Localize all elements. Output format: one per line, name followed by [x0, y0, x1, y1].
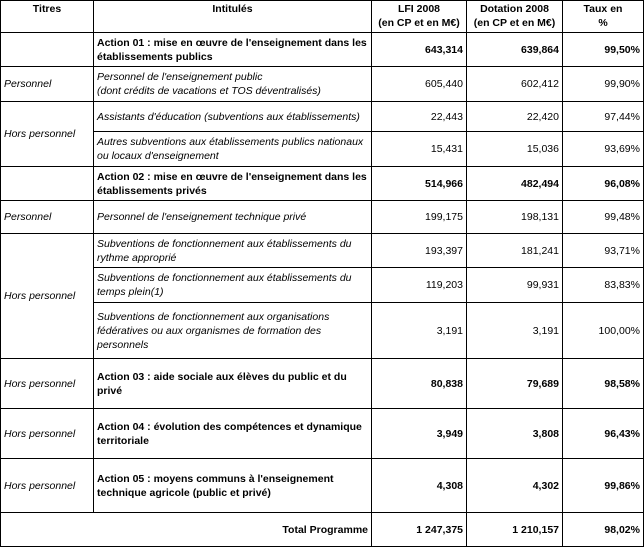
header-titres: Titres — [1, 1, 94, 33]
table-row — [1, 33, 644, 67]
table-row — [1, 102, 644, 132]
titre-cell: Personnel — [1, 201, 94, 234]
table-row — [1, 459, 644, 513]
table-row — [1, 132, 644, 167]
lfi-cell: 3,191 — [372, 303, 467, 359]
table-row — [1, 268, 644, 303]
intitule-cell: Action 01 : mise en œuvre de l'enseignement dans les établissements publics — [94, 33, 372, 67]
lfi-cell: 514,966 — [372, 167, 467, 201]
titre-cell: Personnel — [1, 67, 94, 102]
taux-cell: 96,08% — [563, 167, 644, 201]
intitule-cell: Autres subventions aux établissements publics nationaux ou locaux d'enseignement — [94, 132, 372, 167]
titre-cell: Hors personnel — [1, 459, 94, 513]
header-lfi: LFI 2008 (en CP et en M€) — [372, 1, 467, 33]
titre-cell: Hors personnel — [1, 102, 94, 167]
table-row — [1, 201, 644, 234]
taux-cell: 99,48% — [563, 201, 644, 234]
taux-cell: 93,69% — [563, 132, 644, 167]
intitule-cell: Subventions de fonctionnement aux établissements du rythme approprié — [94, 234, 372, 268]
dotation-cell: 181,241 — [467, 234, 563, 268]
taux-cell: 99,86% — [563, 459, 644, 513]
header-intitules: Intitulés — [94, 1, 372, 33]
dotation-cell: 4,302 — [467, 459, 563, 513]
taux-cell: 99,90% — [563, 67, 644, 102]
intitule-cell: Subventions de fonctionnement aux organisations fédératives ou aux organismes de formation des personnels — [94, 303, 372, 359]
taux-cell: 83,83% — [563, 268, 644, 303]
taux-cell: 96,43% — [563, 409, 644, 459]
table-row — [1, 234, 644, 268]
lfi-cell: 643,314 — [372, 33, 467, 67]
titre-cell: Hors personnel — [1, 234, 94, 359]
intitule-cell: Action 02 : mise en œuvre de l'enseignement dans les établissements privés — [94, 167, 372, 201]
intitule-cell: Subventions de fonctionnement aux établissements du temps plein(1) — [94, 268, 372, 303]
lfi-cell: 605,440 — [372, 67, 467, 102]
total-taux: 98,02% — [563, 513, 644, 547]
dotation-cell: 3,808 — [467, 409, 563, 459]
dotation-cell: 22,420 — [467, 102, 563, 132]
dotation-cell: 79,689 — [467, 359, 563, 409]
lfi-cell: 119,203 — [372, 268, 467, 303]
lfi-cell: 193,397 — [372, 234, 467, 268]
dotation-cell: 639,864 — [467, 33, 563, 67]
table-row — [1, 67, 644, 102]
taux-cell: 93,71% — [563, 234, 644, 268]
taux-cell: 99,50% — [563, 33, 644, 67]
dotation-cell: 602,412 — [467, 67, 563, 102]
taux-cell: 100,00% — [563, 303, 644, 359]
titre-cell — [1, 167, 94, 201]
table-row — [1, 359, 644, 409]
titre-cell — [1, 33, 94, 67]
intitule-cell: Action 03 : aide sociale aux élèves du public et du privé — [94, 359, 372, 409]
intitule-cell: Personnel de l'enseignement public (dont crédits de vacations et TOS déventralisés) — [94, 67, 372, 102]
dotation-cell: 198,131 — [467, 201, 563, 234]
lfi-cell: 22,443 — [372, 102, 467, 132]
header-dotation: Dotation 2008 (en CP et en M€) — [467, 1, 563, 33]
lfi-cell: 4,308 — [372, 459, 467, 513]
total-lfi: 1 247,375 — [372, 513, 467, 547]
taux-cell: 98,58% — [563, 359, 644, 409]
dotation-cell: 482,494 — [467, 167, 563, 201]
intitule-cell: Action 05 : moyens communs à l'enseignement technique agricole (public et privé) — [94, 459, 372, 513]
header-taux: Taux en % — [563, 1, 644, 33]
taux-cell: 97,44% — [563, 102, 644, 132]
table-row — [1, 167, 644, 201]
intitule-cell: Personnel de l'enseignement technique privé — [94, 201, 372, 234]
lfi-cell: 80,838 — [372, 359, 467, 409]
table-row — [1, 303, 644, 359]
total-row — [1, 513, 644, 547]
lfi-cell: 199,175 — [372, 201, 467, 234]
lfi-cell: 3,949 — [372, 409, 467, 459]
total-dotation: 1 210,157 — [467, 513, 563, 547]
dotation-cell: 99,931 — [467, 268, 563, 303]
header-row — [1, 1, 644, 33]
dotation-cell: 15,036 — [467, 132, 563, 167]
titre-cell: Hors personnel — [1, 359, 94, 409]
total-label: Total Programme — [1, 513, 372, 547]
lfi-cell: 15,431 — [372, 132, 467, 167]
table-row — [1, 409, 644, 459]
intitule-cell: Action 04 : évolution des compétences et dynamique territoriale — [94, 409, 372, 459]
dotation-cell: 3,191 — [467, 303, 563, 359]
titre-cell: Hors personnel — [1, 409, 94, 459]
intitule-cell: Assistants d'éducation (subventions aux établissements) — [94, 102, 372, 132]
